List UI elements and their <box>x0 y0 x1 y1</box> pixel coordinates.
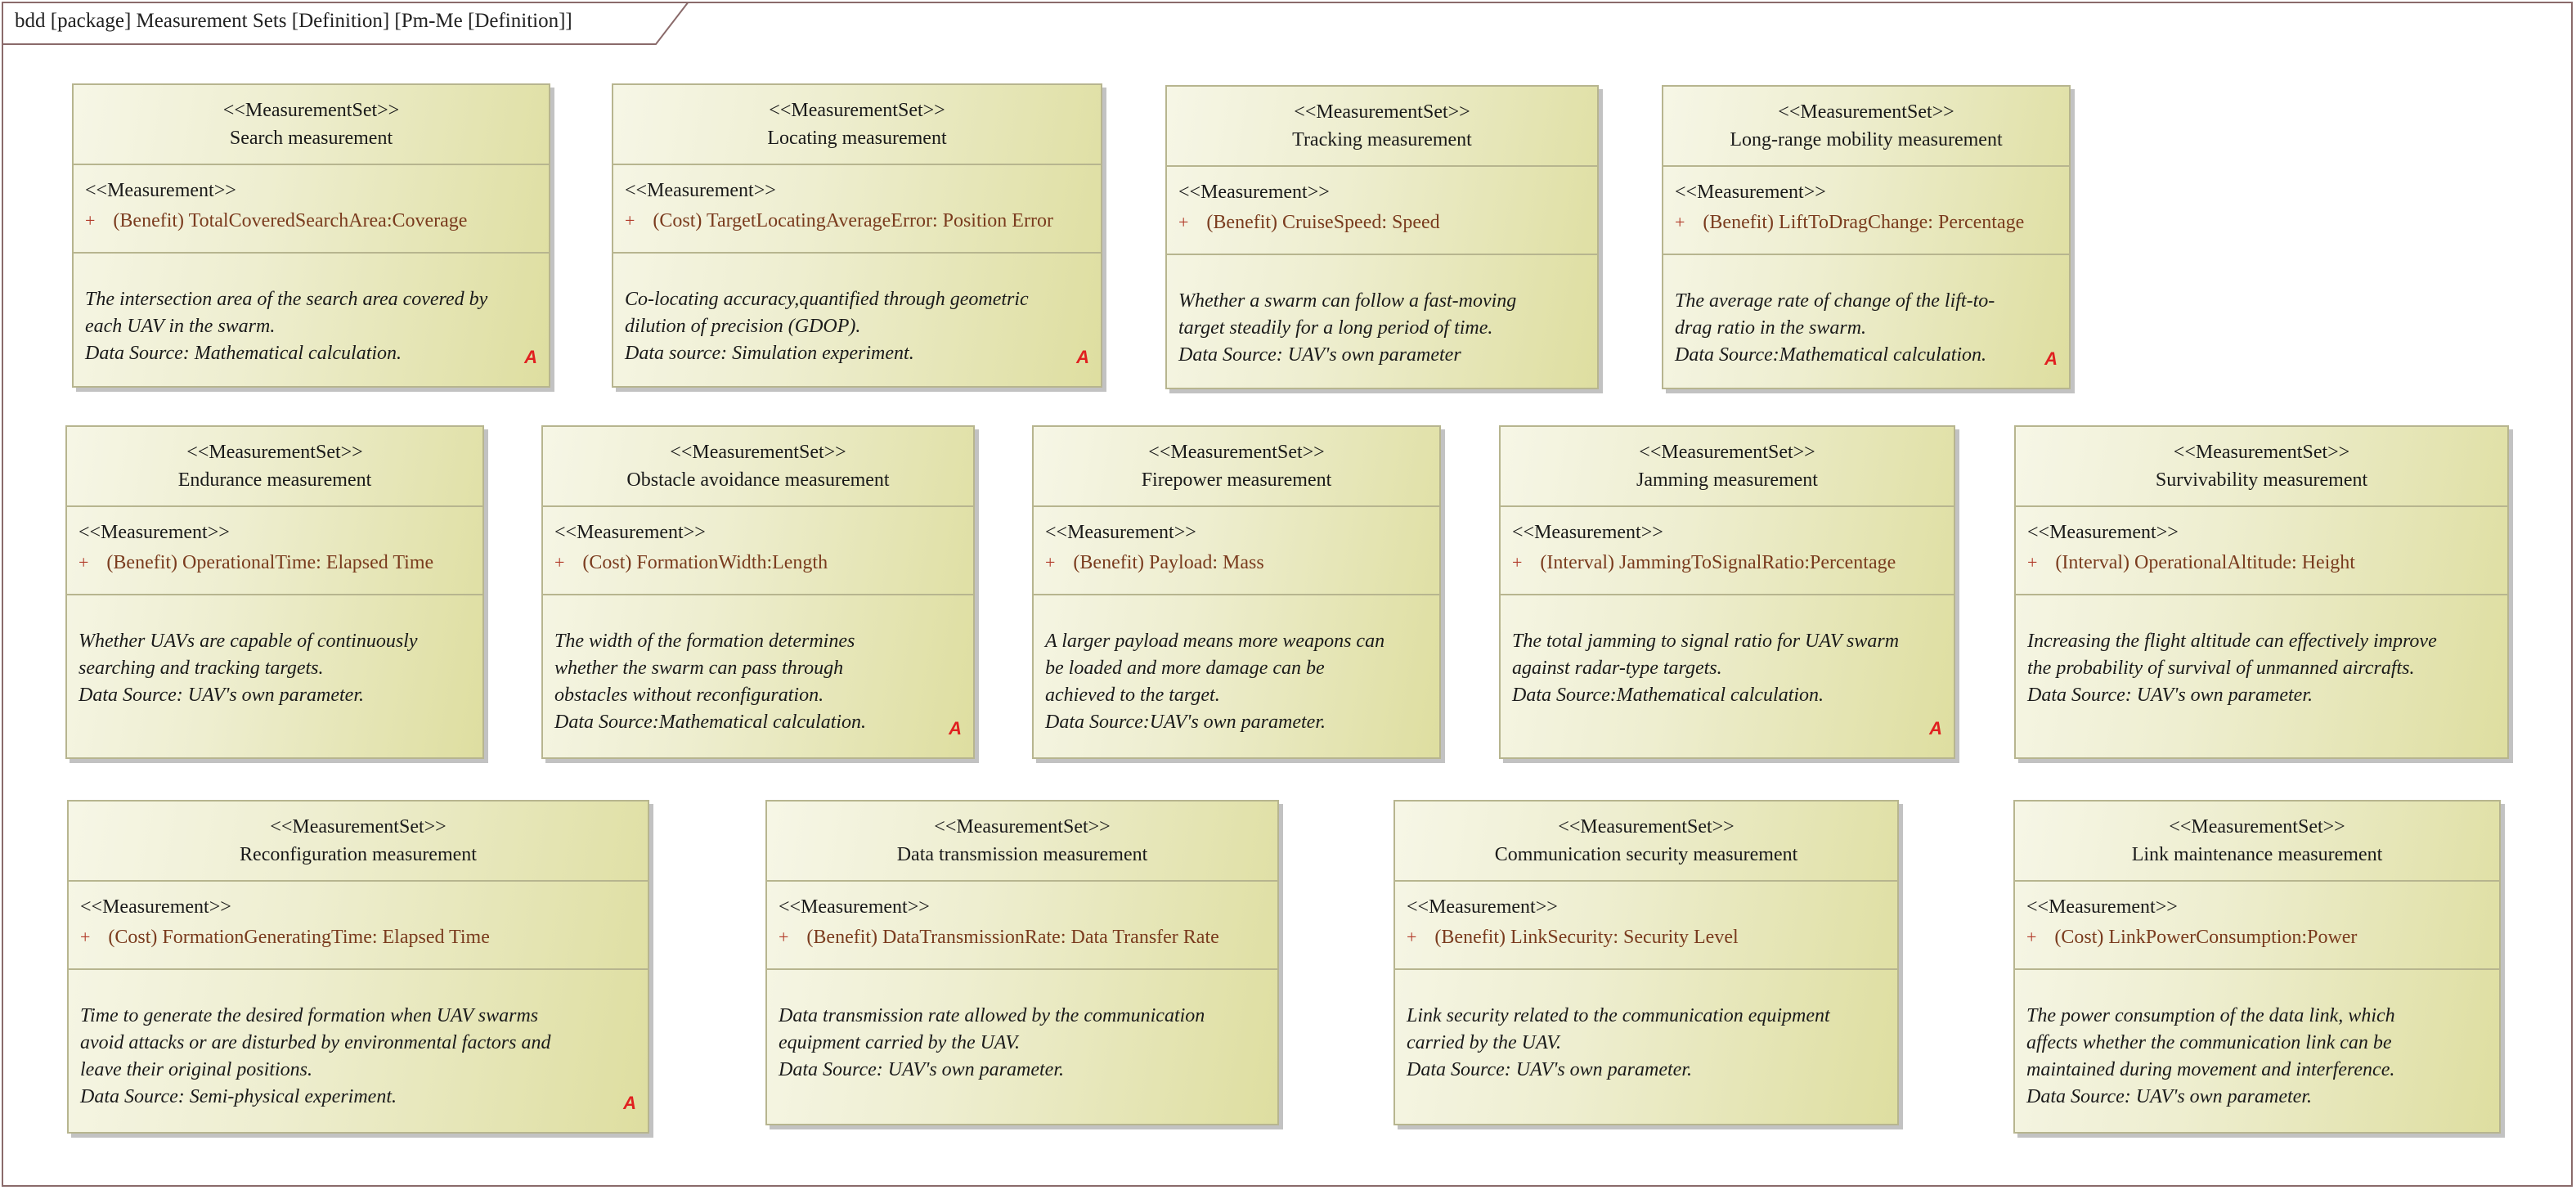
description-line: affects whether the communication link can be <box>2026 1032 2392 1053</box>
public-visibility-icon: + <box>2026 927 2037 947</box>
block-stereotype: <<MeasurementSet>> <box>1148 442 1325 463</box>
block-header <box>1034 427 1439 505</box>
description-compartment <box>1395 968 1897 1124</box>
description-compartment <box>2015 968 2499 1132</box>
property-text: (Benefit) Payload: Mass <box>1073 552 1264 573</box>
measurement-property[interactable] <box>1675 206 2061 239</box>
description-compartment <box>2016 594 2507 757</box>
description-line: Data Source: UAV's own parameter. <box>1407 1059 1693 1080</box>
description-line: leave their original positions. <box>80 1059 312 1080</box>
property-text: (Cost) TargetLocatingAverageError: Position Error <box>653 210 1053 231</box>
description-line: Data Source: UAV's own parameter. <box>779 1059 1065 1080</box>
block-stereotype: <<MeasurementSet>> <box>1558 816 1735 837</box>
measurement-set-block[interactable] <box>2013 800 2501 1134</box>
requirement-icon[interactable]: A <box>2044 348 2058 369</box>
public-visibility-icon: + <box>2027 552 2038 573</box>
block-header <box>1663 87 2069 165</box>
requirement-icon[interactable]: A <box>623 1093 636 1113</box>
measurement-stereotype: <<Measurement>> <box>625 180 776 201</box>
properties-compartment <box>2015 880 2499 968</box>
block-name[interactable]: Data transmission measurement <box>896 844 1148 865</box>
block-stereotype: <<MeasurementSet>> <box>1294 101 1470 123</box>
description-line: carried by the UAV. <box>1407 1032 1561 1053</box>
measurement-property[interactable] <box>1407 921 1889 954</box>
public-visibility-icon: + <box>79 552 89 573</box>
properties-compartment <box>1034 505 1439 594</box>
description-compartment <box>1501 594 1954 757</box>
measurement-property[interactable] <box>625 204 1093 237</box>
measurement-stereotype: <<Measurement>> <box>80 896 231 918</box>
description-line: Whether a swarm can follow a fast-moving <box>1178 290 1517 312</box>
description-compartment <box>767 968 1277 1124</box>
properties-compartment <box>613 164 1101 252</box>
property-text: (Cost) FormationWidth:Length <box>582 552 828 573</box>
block-stereotype: <<MeasurementSet>> <box>270 816 447 837</box>
property-text: (Interval) JammingToSignalRatio:Percentage <box>1540 552 1896 573</box>
property-text: (Benefit) DataTransmissionRate: Data Transfer Rate <box>806 927 1219 948</box>
description-line: Link security related to the communication equipment <box>1407 1005 1830 1026</box>
measurement-set-block[interactable] <box>1393 800 1899 1125</box>
block-header <box>543 427 973 505</box>
requirement-icon[interactable]: A <box>524 347 537 367</box>
block-stereotype: <<MeasurementSet>> <box>186 442 363 463</box>
description-line: Data Source: UAV's own parameter. <box>2027 685 2313 706</box>
public-visibility-icon: + <box>554 552 565 573</box>
description-line: drag ratio in the swarm. <box>1675 317 1867 339</box>
block-name[interactable]: Tracking measurement <box>1292 129 1472 150</box>
public-visibility-icon: + <box>1178 212 1189 232</box>
measurement-property[interactable] <box>1045 546 1431 579</box>
block-header <box>1501 427 1954 505</box>
measurement-stereotype: <<Measurement>> <box>1178 182 1330 203</box>
block-name[interactable]: Survivability measurement <box>2155 469 2368 491</box>
block-name[interactable]: Link maintenance measurement <box>2131 844 2383 865</box>
measurement-property[interactable] <box>85 204 541 237</box>
description-compartment <box>1663 254 2069 388</box>
description-line: Data source: Simulation experiment. <box>625 343 914 364</box>
property-text: (Benefit) OperationalTime: Elapsed Time <box>106 552 434 573</box>
description-line: Whether UAVs are capable of continuously <box>79 631 418 652</box>
block-stereotype: <<MeasurementSet>> <box>2169 816 2345 837</box>
property-text: (Cost) LinkPowerConsumption:Power <box>2054 927 2358 948</box>
measurement-property[interactable] <box>554 546 965 579</box>
description-compartment <box>69 968 648 1132</box>
measurement-set-block[interactable] <box>2014 425 2509 759</box>
block-header <box>2015 802 2499 880</box>
description-compartment <box>67 594 482 757</box>
measurement-property[interactable] <box>2027 546 2499 579</box>
description-line: Data Source:UAV's own parameter. <box>1045 712 1326 733</box>
description-compartment <box>543 594 973 757</box>
property-text: (Benefit) LiftToDragChange: Percentage <box>1703 212 2025 233</box>
block-name[interactable]: Firepower measurement <box>1141 469 1332 491</box>
measurement-stereotype: <<Measurement>> <box>1512 522 1663 543</box>
description-line: The average rate of change of the lift-to- <box>1675 290 1995 312</box>
property-text: (Cost) FormationGeneratingTime: Elapsed Time <box>108 927 490 948</box>
property-text: (Benefit) CruiseSpeed: Speed <box>1206 212 1440 233</box>
block-stereotype: <<MeasurementSet>> <box>2173 442 2350 463</box>
description-line: Data Source: UAV's own parameter. <box>2026 1086 2313 1107</box>
description-line: The width of the formation determines <box>554 631 855 652</box>
properties-compartment <box>543 505 973 594</box>
measurement-property[interactable] <box>79 546 474 579</box>
description-line: The intersection area of the search area covered by <box>85 289 488 310</box>
measurement-set-block[interactable] <box>1662 85 2071 389</box>
block-name[interactable]: Search measurement <box>229 128 393 149</box>
measurement-set-block[interactable] <box>1165 85 1599 389</box>
measurement-stereotype: <<Measurement>> <box>1045 522 1196 543</box>
description-line: The total jamming to signal ratio for UAV swarm <box>1512 631 1900 652</box>
description-line: against radar-type targets. <box>1512 658 1722 679</box>
measurement-stereotype: <<Measurement>> <box>1675 182 1826 203</box>
requirement-icon[interactable]: A <box>1076 347 1089 367</box>
block-stereotype: <<MeasurementSet>> <box>670 442 846 463</box>
property-text: (Interval) OperationalAltitude: Height <box>2055 552 2355 573</box>
description-line: each UAV in the swarm. <box>85 316 276 337</box>
description-compartment <box>1167 254 1597 388</box>
measurement-property[interactable] <box>2026 921 2491 954</box>
block-name[interactable]: Jamming measurement <box>1636 469 1818 491</box>
measurement-set-block[interactable] <box>765 800 1279 1125</box>
public-visibility-icon: + <box>779 927 789 947</box>
requirement-icon[interactable]: A <box>1929 718 1942 739</box>
block-header <box>74 85 549 164</box>
block-stereotype: <<MeasurementSet>> <box>1778 101 1954 123</box>
properties-compartment <box>67 505 482 594</box>
block-header <box>1167 87 1597 165</box>
public-visibility-icon: + <box>1407 927 1417 947</box>
description-line: dilution of precision (GDOP). <box>625 316 861 337</box>
block-name[interactable]: Long-range mobility measurement <box>1730 129 2003 150</box>
property-text: (Benefit) TotalCoveredSearchArea:Coverage <box>113 210 468 231</box>
description-line: Data Source: Semi-physical experiment. <box>80 1086 397 1107</box>
block-header <box>1395 802 1897 880</box>
measurement-property[interactable] <box>1178 206 1589 239</box>
public-visibility-icon: + <box>80 927 91 947</box>
measurement-stereotype: <<Measurement>> <box>2026 896 2178 918</box>
measurement-stereotype: <<Measurement>> <box>79 522 230 543</box>
properties-compartment <box>1395 880 1897 968</box>
block-name[interactable]: Endurance measurement <box>177 469 372 491</box>
measurement-stereotype: <<Measurement>> <box>85 180 236 201</box>
measurement-property[interactable] <box>779 921 1269 954</box>
description-line: achieved to the target. <box>1045 685 1220 706</box>
measurement-property[interactable] <box>80 921 640 954</box>
description-compartment <box>74 252 549 386</box>
measurement-stereotype: <<Measurement>> <box>1407 896 1558 918</box>
description-line: Data transmission rate allowed by the communication <box>779 1005 1205 1026</box>
measurement-set-block[interactable] <box>65 425 484 759</box>
block-stereotype: <<MeasurementSet>> <box>769 100 945 121</box>
description-line: searching and tracking targets. <box>79 658 324 679</box>
properties-compartment <box>1663 165 2069 254</box>
measurement-stereotype: <<Measurement>> <box>779 896 930 918</box>
description-line: Data Source:Mathematical calculation. <box>554 712 867 733</box>
block-name[interactable]: Reconfiguration measurement <box>240 844 477 865</box>
measurement-set-block[interactable] <box>72 83 550 388</box>
properties-compartment <box>1167 165 1597 254</box>
block-stereotype: <<MeasurementSet>> <box>222 100 400 121</box>
description-line: maintained during movement and interference. <box>2026 1059 2395 1080</box>
measurement-stereotype: <<Measurement>> <box>2027 522 2179 543</box>
description-line: Data Source:Mathematical calculation. <box>1512 685 1824 706</box>
description-line: Data Source: Mathematical calculation. <box>85 343 402 364</box>
description-line: A larger payload means more weapons can <box>1045 631 1385 652</box>
measurement-stereotype: <<Measurement>> <box>554 522 706 543</box>
description-line: Data Source: UAV's own parameter. <box>79 685 365 706</box>
measurement-set-block[interactable] <box>1499 425 1955 759</box>
description-line: equipment carried by the UAV. <box>779 1032 1020 1053</box>
description-line: obstacles without reconfiguration. <box>554 685 824 706</box>
description-line: be loaded and more damage can be <box>1045 658 1325 679</box>
measurement-set-block[interactable] <box>1032 425 1441 759</box>
block-name[interactable]: Communication security measurement <box>1494 844 1798 865</box>
block-name[interactable]: Obstacle avoidance measurement <box>626 469 890 491</box>
block-stereotype: <<MeasurementSet>> <box>1639 442 1815 463</box>
properties-compartment <box>2016 505 2507 594</box>
description-line: target steadily for a long period of time. <box>1178 317 1493 339</box>
frame-header-tab <box>2 2 687 44</box>
block-header <box>2016 427 2507 505</box>
measurement-property[interactable] <box>1512 546 1945 579</box>
description-line: avoid attacks or are disturbed by environmental factors and <box>80 1032 551 1053</box>
block-name[interactable]: Locating measurement <box>767 128 947 149</box>
public-visibility-icon: + <box>1675 212 1685 232</box>
description-line: Data Source:Mathematical calculation. <box>1675 344 1987 366</box>
public-visibility-icon: + <box>1512 552 1523 573</box>
properties-compartment <box>69 880 648 968</box>
block-header <box>69 802 648 880</box>
measurement-set-block[interactable] <box>541 425 975 759</box>
description-compartment <box>613 252 1101 386</box>
measurement-set-block[interactable] <box>612 83 1102 388</box>
description-line: whether the swarm can pass through <box>554 658 844 679</box>
description-line: Data Source: UAV's own parameter <box>1178 344 1461 366</box>
block-stereotype: <<MeasurementSet>> <box>934 816 1111 837</box>
description-line: Increasing the flight altitude can effectively improve <box>2027 631 2437 652</box>
public-visibility-icon: + <box>625 210 635 231</box>
measurement-set-block[interactable] <box>67 800 649 1134</box>
requirement-icon[interactable]: A <box>949 718 962 739</box>
diagram-title: bdd [package] Measurement Sets [Definition] [Pm-Me [Definition]] <box>15 10 572 32</box>
description-line: Co-locating accuracy,quantified through geometric <box>625 289 1029 310</box>
public-visibility-icon: + <box>85 210 96 231</box>
public-visibility-icon: + <box>1045 552 1056 573</box>
block-header <box>767 802 1277 880</box>
description-line: The power consumption of the data link, which <box>2026 1005 2395 1026</box>
block-header <box>67 427 482 505</box>
property-text: (Benefit) LinkSecurity: Security Level <box>1434 927 1739 948</box>
description-line: the probability of survival of unmanned aircrafts. <box>2027 658 2415 679</box>
description-line: Time to generate the desired formation when UAV swarms <box>80 1005 539 1026</box>
properties-compartment <box>1501 505 1954 594</box>
block-header <box>613 85 1101 164</box>
properties-compartment <box>74 164 549 252</box>
description-compartment <box>1034 594 1439 757</box>
properties-compartment <box>767 880 1277 968</box>
